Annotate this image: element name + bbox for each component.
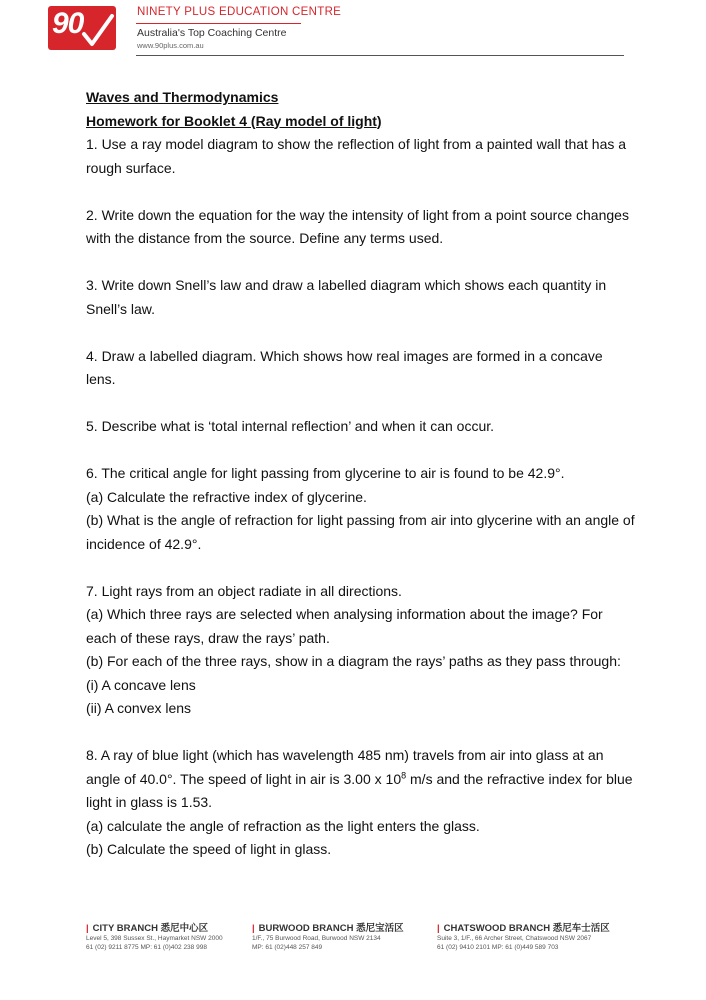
question-7b-i: (i) A concave lens: [86, 676, 196, 693]
branch-phones: 61 (02) 9211 8775 MP: 61 (0)402 238 998: [86, 944, 207, 951]
question-8-text-2: m/s and the refractive index for blue light in glass is 1.53.: [86, 770, 633, 810]
org-divider: [136, 23, 301, 24]
question-7a: (a) Which three rays are selected when analysing information about the image? For each of these rays, draw the rays’ path.: [86, 606, 603, 646]
branch-phones: 61 (02) 9410 2101 MP: 61 (0)449 589 703: [437, 944, 559, 951]
branch-bar-icon: |: [86, 923, 89, 934]
question-3: 3. Write down Snell’s law and draw a labelled diagram which shows each quantity in Snell’s law.: [86, 277, 607, 317]
document-subject: Waves and Thermodynamics: [86, 89, 279, 105]
branch-name-cn: 悉尼中心区: [160, 923, 209, 934]
branch-bar-icon: |: [437, 923, 440, 934]
logo: [48, 6, 116, 50]
logo-text: 90: [52, 7, 84, 40]
branch-name-cn: 悉尼宝活区: [356, 923, 404, 934]
question-6a: (a) Calculate the refractive index of glycerine.: [86, 488, 367, 505]
branch-phones: MP: 61 (02)448 257 849: [252, 944, 323, 951]
question-6: 6. The critical angle for light passing from glycerine to air is found to be 42.9°.: [86, 465, 565, 481]
org-website: www.90plus.com.au: [137, 41, 204, 50]
branch-burwood: [252, 920, 404, 952]
question-5: 5. Describe what is ‘total internal reflection’ and when it can occur.: [86, 418, 495, 434]
question-4: 4. Draw a labelled diagram. Which shows how real images are formed in a concave lens.: [86, 347, 603, 387]
question-7b: (b) For each of the three rays, show in a diagram the rays’ paths as they pass through:: [86, 653, 621, 669]
org-name: NINETY PLUS EDUCATION CENTRE: [137, 6, 342, 18]
question-7b-ii: (ii) A convex lens: [86, 700, 192, 716]
branch-address: Suite 3, 1/F., 66 Archer Street, Chatswood NSW 2067: [437, 935, 592, 942]
branch-address: Level 5, 398 Sussex St., Haymarket NSW 2000: [86, 935, 223, 942]
document-title: Homework for Booklet 4 (Ray model of light): [86, 112, 382, 129]
question-7: 7. Light rays from an object radiate in all directions.: [86, 582, 402, 599]
branch-address: 1/F., 75 Burwood Road, Burwood NSW 2134: [252, 935, 381, 942]
branch-city: [86, 920, 223, 952]
footer: [0, 920, 706, 980]
branch-name: BURWOOD BRANCH: [258, 923, 354, 934]
question-2: 2. Write down the equation for the way the intensity of light from a point source changes with the distance from the source. Define any terms used.: [86, 206, 629, 246]
question-1: 1. Use a ray model diagram to show the reflection of light from a painted wall that has a rough surface.: [86, 136, 627, 176]
question-8: [86, 744, 636, 815]
question-8-text-1: 8. A ray of blue light (which has wavelength 485 nm) travels from air into glass at an angle of 40.0°. The speed of light in air is 3.00 x 10: [86, 747, 604, 787]
document-body: [86, 86, 636, 862]
branch-bar-icon: |: [252, 923, 255, 934]
branch-name-cn: 悉尼车士活区: [552, 923, 610, 934]
question-8a: (a) calculate the angle of refraction as the light enters the glass.: [86, 817, 480, 834]
branch-name: CHATSWOOD BRANCH: [443, 923, 551, 934]
header-rule: [136, 55, 624, 56]
question-8-exponent: 8: [401, 769, 407, 780]
org-tagline: Australia's Top Coaching Centre: [137, 27, 287, 39]
branch-chatswood: [437, 920, 610, 952]
branch-name: CITY BRANCH: [92, 923, 158, 934]
question-6b: (b) What is the angle of refraction for light passing from air into glycerine with an angle of incidence of 42.9°.: [86, 512, 635, 552]
question-8b: (b) Calculate the speed of light in glass.: [86, 841, 332, 857]
